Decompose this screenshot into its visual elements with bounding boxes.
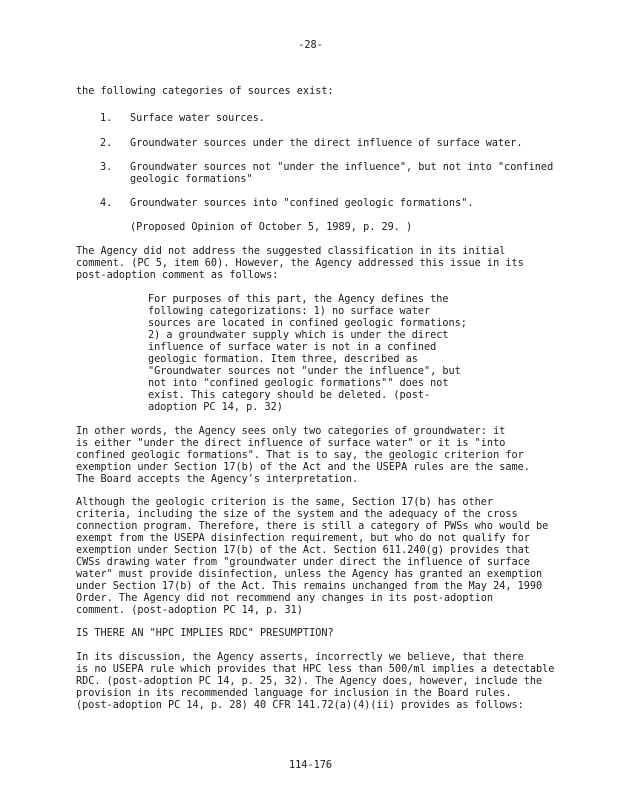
text-line: under Section 17(b) of the Act. This remains unchanged from the May 24, 1990: [76, 581, 543, 592]
text-line: exempt from the USEPA disinfection requirement, but who do not qualify for: [76, 533, 530, 544]
list-item-number: 4.: [100, 198, 113, 209]
text-line: connection program. Therefore, there is still a category of PWSs who would be: [76, 521, 549, 532]
text-line: CWSs drawing water from "groundwater under direct the influence of surface: [76, 557, 530, 568]
text-line: is either "under the direct influence of surface water" or it is "into: [76, 438, 506, 449]
quote-line: For purposes of this part, the Agency defines the: [148, 294, 449, 305]
quote-line: exist. This category should be deleted. (post-: [148, 390, 431, 401]
text-line: provision in its recommended language for inclusion in the Board rules.: [76, 688, 512, 699]
citation: (Proposed Opinion of October 5, 1989, p. 29. ): [130, 222, 413, 233]
quote-line: not into "confined geologic formations"" does not: [148, 378, 449, 389]
quote-line: sources are located in confined geologic formations;: [148, 318, 467, 329]
text-line: (post-adoption PC 14, p. 28) 40 CFR 141.72(a)(4)(ii) provides as follows:: [76, 700, 524, 711]
quote-line: "Groundwater sources not "under the influence", but: [148, 366, 461, 377]
text-line: The Board accepts the Agency's interpretation.: [76, 474, 359, 485]
page-number: -28-: [298, 40, 323, 51]
text-line: water" must provide disinfection, unless the Agency has granted an exemption: [76, 569, 543, 580]
text-line: criteria, including the size of the system and the adequacy of the cross: [76, 509, 518, 520]
page-footer: 114-176: [289, 760, 332, 771]
text-line: In other words, the Agency sees only two categories of groundwater: it: [76, 426, 506, 437]
list-item-text: Groundwater sources under the direct influence of surface water.: [130, 138, 523, 149]
text-line: Although the geologic criterion is the same, Section 17(b) has other: [76, 497, 494, 508]
text-line: comment. (PC 5, item 60). However, the Agency addressed this issue in its: [76, 258, 524, 269]
quote-line: 2) a groundwater supply which is under the direct: [148, 330, 449, 341]
text-line: In its discussion, the Agency asserts, incorrectly we believe, that there: [76, 652, 524, 663]
text-line: exemption under Section 17(b) of the Act and the USEPA rules are the same.: [76, 462, 530, 473]
list-item-number: 2.: [100, 138, 113, 149]
quote-line: influence of surface water is not in a confined: [148, 342, 437, 353]
list-item-number: 1.: [100, 113, 113, 124]
list-item-text: Groundwater sources into "confined geologic formations".: [130, 198, 474, 209]
text-line: Order. The Agency did not recommend any changes in its post-adoption: [76, 593, 494, 604]
text-line: is no USEPA rule which provides that HPC less than 500/ml implies a detectable: [76, 664, 555, 675]
section-heading: IS THERE AN "HPC IMPLIES RDC" PRESUMPTION?: [76, 628, 334, 639]
text-line: exemption under Section 17(b) of the Act. Section 611.240(g) provides that: [76, 545, 530, 556]
quote-line: following categorizations: 1) no surface water: [148, 306, 431, 317]
quote-line: geologic formation. Item three, described as: [148, 354, 418, 365]
list-item-text: Surface water sources.: [130, 113, 265, 124]
intro-line: the following categories of sources exist:: [76, 86, 334, 97]
list-item-text-continued: geologic formations": [130, 174, 253, 185]
text-line: confined geologic formations". That is to say, the geologic criterion for: [76, 450, 524, 461]
list-item-text: Groundwater sources not "under the influence", but not into "confined: [130, 162, 554, 173]
text-line: RDC. (post-adoption PC 14, p. 25, 32). The Agency does, however, include the: [76, 676, 543, 687]
text-line: The Agency did not address the suggested classification in its initial: [76, 246, 506, 257]
list-item-number: 3.: [100, 162, 113, 173]
text-line: comment. (post-adoption PC 14, p. 31): [76, 605, 303, 616]
quote-line: adoption PC 14, p. 32): [148, 402, 283, 413]
text-line: post-adoption comment as follows:: [76, 270, 279, 281]
